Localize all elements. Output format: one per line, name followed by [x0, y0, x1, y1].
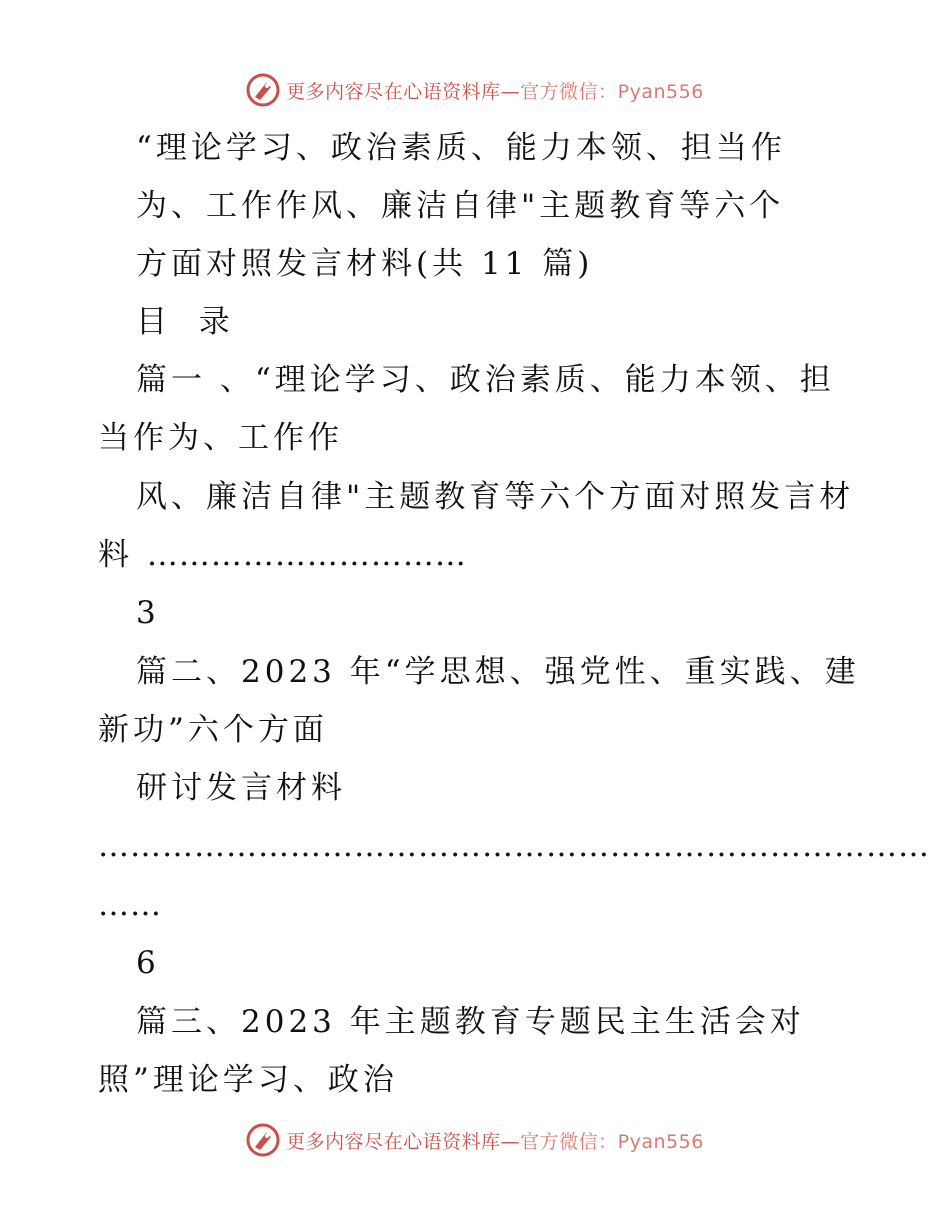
toc-entry-1-line-3: 风、廉洁自律"主题教育等六个方面对照发言材 — [136, 479, 855, 515]
toc-entry-2-line-2: 新功”六个方面 — [98, 712, 328, 748]
toc-entry-3-line-1: 篇三、2023 年主题教育专题民主生活会对 — [136, 1004, 805, 1040]
toc-entry-3-line-2: 照”理论学习、政治 — [98, 1062, 398, 1098]
toc-heading: 目 录 — [136, 304, 234, 340]
toc-entry-2-line-3: 研讨发言材料 — [136, 770, 346, 806]
doc-title-line-1: “理论学习、政治素质、能力本领、担当作 — [136, 130, 786, 166]
doc-title-line-2: 为、工作作风、廉洁自律"主题教育等六个 — [136, 188, 785, 224]
pen-nib-logo-icon — [246, 1123, 280, 1157]
watermark-text: 更多内容尽在心语资料库—官方微信：Pyan556 — [286, 1130, 704, 1153]
footer-watermark — [0, 1120, 950, 1160]
toc-entry-2-page: 6 — [136, 945, 160, 981]
toc-entry-2-line-1: 篇二、2023 年“学思想、强党性、重实践、建 — [136, 654, 860, 690]
watermark-group — [246, 1123, 704, 1157]
toc-leader-dots: ………………………… — [146, 537, 467, 573]
toc-entry-1-line-4: 料 ………………………… — [98, 537, 467, 573]
toc-entry-1-line-1: 篇一 、“理论学习、政治素质、能力本领、担 — [136, 362, 835, 398]
doc-title-line-3: 方面对照发言材料(共 11 篇) — [136, 246, 594, 282]
toc-entry-1-line-2: 当作为、工作作 — [98, 420, 343, 456]
watermark-text: 更多内容尽在心语资料库—官方微信：Pyan556 — [286, 80, 704, 103]
watermark-group — [246, 73, 704, 107]
pen-nib-logo-icon — [246, 73, 280, 107]
toc-entry-1-page: 3 — [136, 595, 160, 631]
toc-leader-dots: …… — [98, 887, 162, 923]
header-watermark — [0, 70, 950, 110]
toc-leader-dots: …………………………………………………………………… — [98, 828, 930, 864]
